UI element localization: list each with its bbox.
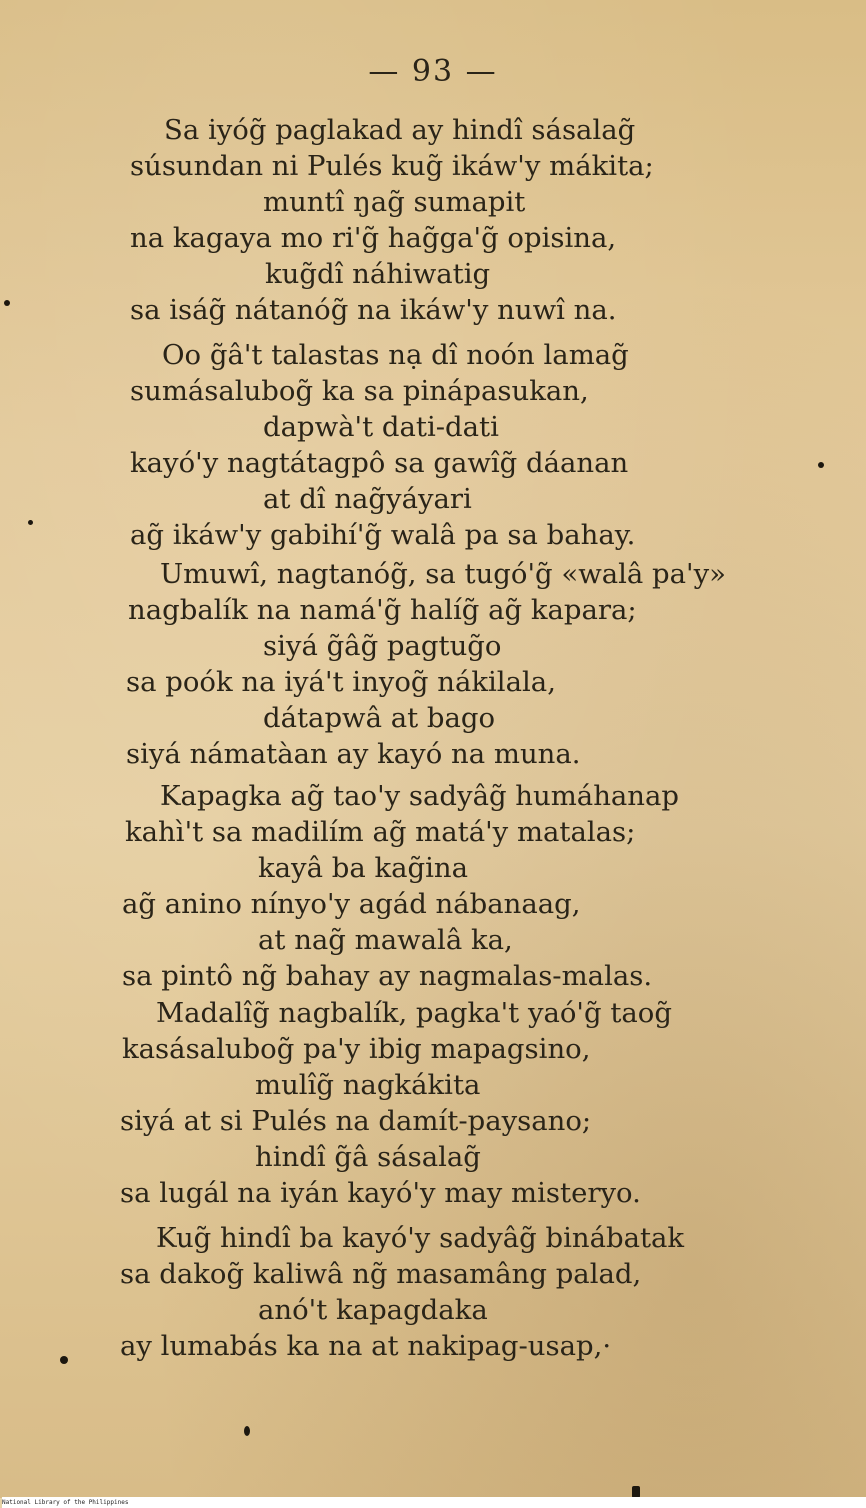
ink-speck [818, 462, 824, 468]
verse-line: sa iság̃ nátanóg̃ na ikáw'y nuwî na. [130, 294, 617, 326]
ink-speck [28, 520, 33, 525]
verse-line: ag̃ anino nínyo'y agád nábanaag, [122, 888, 581, 920]
verse-line: dapwà't dati-dati [263, 411, 499, 443]
verse-line: Madalîg̃ nagbalík, pagka't yaó'g̃ taog̃ [156, 997, 672, 1029]
verse-line: kug̃dî náhiwatig [265, 258, 491, 290]
verse-line: hindî g̃â sásalag̃ [255, 1141, 481, 1173]
verse-line: sa pintô ng̃ bahay ay nagmalas-malas. [122, 960, 653, 992]
verse-line: nagbalík na namá'g̃ halíg̃ ag̃ kapara; [128, 594, 637, 626]
verse-line: at nag̃ mawalâ ka, [258, 924, 513, 956]
verse-line: ay lumabás ka na at nakipag-usap,· [120, 1330, 612, 1362]
verse-line: ag̃ ikáw'y gabihí'g̃ walâ pa sa bahay. [130, 519, 636, 551]
verse-line: sa poók na iyá't inyog̃ nákilala, [126, 666, 556, 698]
verse-line: muntî ŋag̃ sumapit [263, 186, 526, 218]
ink-speck [4, 300, 10, 306]
library-credit: National Library of the Philippines [2, 1497, 866, 1508]
verse-line: kasásalubog̃ pa'y ibig mapagsino, [122, 1033, 591, 1065]
verse-line: Sa iyóg̃ paglakad ay hindî sásalag̃ [164, 114, 636, 146]
verse-line: kayó'y nagtátagpô sa gawîg̃ dáanan [130, 447, 629, 479]
verse-line: súsundan ni Pulés kug̃ ikáw'y mákita; [130, 150, 654, 182]
verse-line: mulîg̃ nagkákita [255, 1069, 481, 1101]
verse-line: Kug̃ hindî ba kayó'y sadyâg̃ binábatak [156, 1222, 685, 1254]
verse-line: sumásalubog̃ ka sa pinápasukan, [130, 375, 589, 407]
ink-speck [244, 1426, 250, 1436]
verse-line: kayâ ba kag̃ina [258, 852, 469, 884]
verse-line: siyá námatàan ay kayó na muna. [126, 738, 581, 770]
verse-line: Umuwî, nagtanóg̃, sa tugó'g̃ «walâ pa'y» [160, 558, 726, 590]
page-number: — 93 — [368, 54, 498, 89]
verse-line: Kapagka ag̃ tao'y sadyâg̃ humáhanap [160, 780, 680, 812]
verse-line: anó't kapagdaka [258, 1294, 488, 1326]
verse-line: sa dakog̃ kaliwâ ng̃ masamâng palad, [120, 1258, 642, 1290]
verse-line: dátapwâ at bago [263, 702, 496, 734]
verse-line: na kagaya mo ri'g̃ hag̃ga'g̃ opisina, [130, 222, 617, 254]
verse-line: siyá g̃âg̃ pagtug̃o [263, 630, 502, 662]
verse-line: at dî nag̃yáyari [263, 483, 472, 515]
verse-line: kahì't sa madilím ag̃ matá'y matalas; [125, 816, 636, 848]
verse-line: Oo g̃â't talastas nạ dî noón lamag̃ [162, 339, 629, 371]
verse-line: siyá at si Pulés na damít-paysano; [120, 1105, 592, 1137]
verse-line: sa lugál na iyán kayó'y may misteryo. [120, 1177, 641, 1209]
ink-speck [60, 1356, 68, 1364]
